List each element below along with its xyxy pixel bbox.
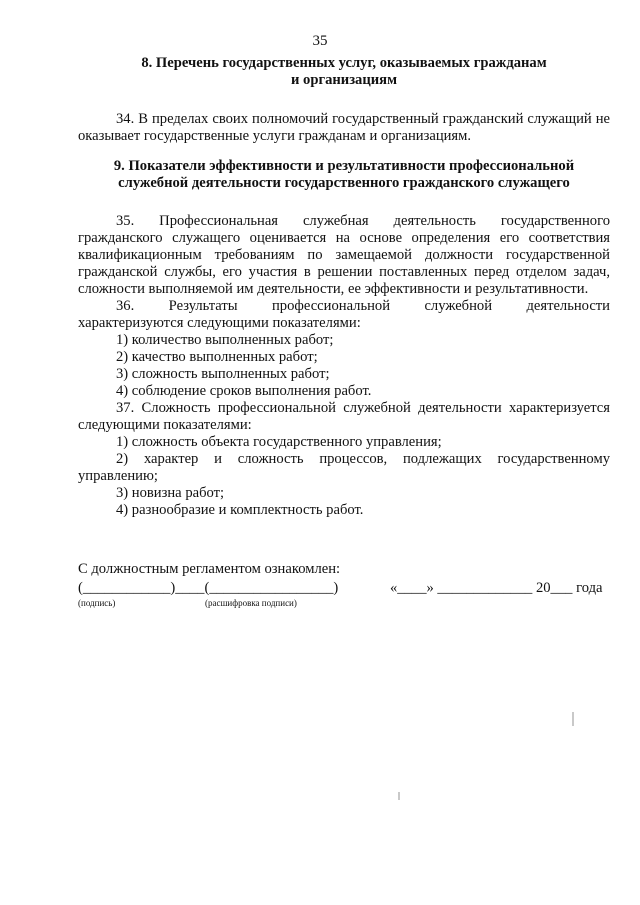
section-9-title-line2: служебной деятельности государственного гражданского служащего [118,175,570,191]
section-9-body [78,213,610,519]
page-number: 35 [312,33,328,49]
paragraph-34 [78,111,610,145]
section-9-title-line1: 9. Показатели эффективности и результативности профессиональной [113,158,575,174]
paragraph-37: 37. Сложность профессиональной служебной деятельности характеризуется следующими показателями: [78,400,610,433]
section-9-title [78,158,610,192]
date-fields: «____» _____________ 20___ года [390,580,603,596]
section-8-title-line1: 8. Перечень государственных услуг, оказываемых гражданам [141,55,547,71]
caption-signature: (подпись) [78,598,116,608]
paragraph-36-first-line: 36. Результаты профессиональной служебной деятельности [116,298,610,314]
section-8-title [78,55,610,89]
list-item: 1) сложность объекта государственного управления; [116,434,442,450]
paragraph-35: 35. Профессиональная служебная деятельность государственного гражданского служащего оценивается на основе определения его соответствия квалификационным требованиям по замещаемой должности государственной гражданской службы, его участия в решении поставленных перед отделом задач, сложности выполняемой им деятельности, ее эффективности и результативности. [78,213,610,297]
list-item: 4) разнообразие и комплектность работ. [116,502,364,518]
list-item: 2) качество выполненных работ; [116,349,318,365]
scan-artifact [572,712,574,726]
scan-artifact [398,792,400,800]
paragraph-36-rest: характеризуются следующими показателями: [78,315,361,331]
paragraph-34-text: 34. В пределах своих полномочий государственный гражданский служащий не оказывает государственные услуги гражданам и организациям. [78,111,610,144]
list-item: 1) количество выполненных работ; [116,332,334,348]
list-item: 3) новизна работ; [116,485,225,501]
signature-fields: (____________)____(_________________) [78,580,339,596]
section-8-title-line2: и организациям [290,72,398,88]
list-item: 4) соблюдение сроков выполнения работ. [116,383,372,399]
list-item: 3) сложность выполненных работ; [116,366,330,382]
caption-signature-decode: (расшифровка подписи) [205,598,297,608]
acquainted-label: С должностным регламентом ознакомлен: [78,561,341,577]
list-item-wrapped: 2) характер и сложность процессов, подлежащих государственному управлению; [78,451,610,484]
